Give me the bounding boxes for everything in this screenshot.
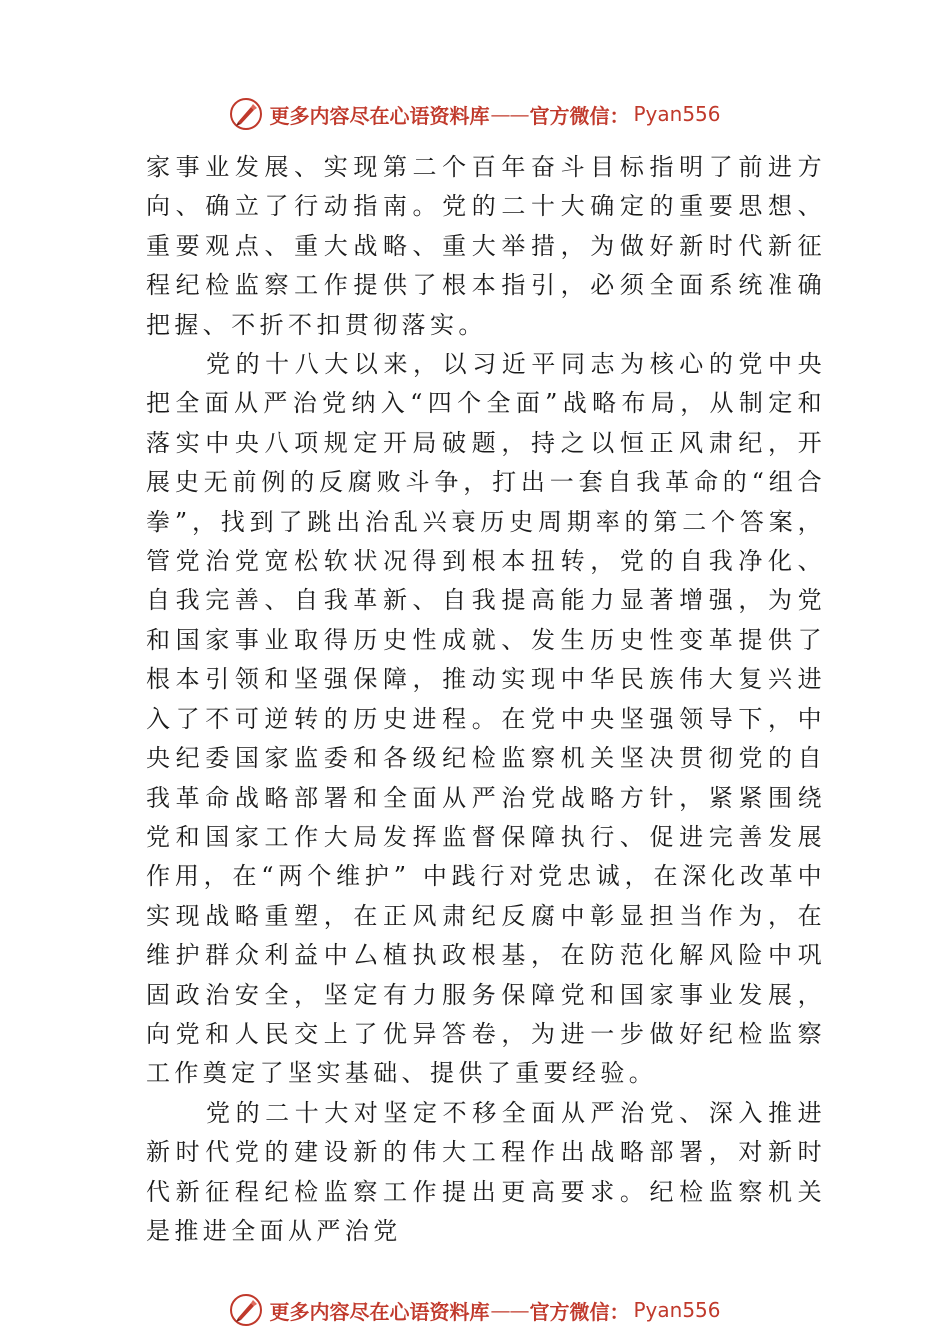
watermark-dash: —— <box>490 102 529 126</box>
pen-logo-icon <box>229 1293 263 1327</box>
paragraph-continued: 家事业发展、实现第二个百年奋斗目标指明了前进方向、确立了行动指南。党的二十大确定的重要思想、重要观点、重大战略、重大举措，为做好新时代新征程纪检监察工作提供了根本指引，必须全面系统准确把握、不折不扣贯彻落实。 <box>146 153 826 339</box>
footer-watermark <box>0 1288 950 1332</box>
header-watermark <box>0 92 950 136</box>
watermark-handle: Pyan556 <box>633 1298 721 1322</box>
watermark-title: 更多内容尽在心语资料库 <box>269 1299 490 1324</box>
document-body <box>146 148 826 1251</box>
paragraph: 党的十八大以来，以习近平同志为核心的党中央把全面从严治党纳入“四个全面”战略布局，从制定和落实中央八项规定开局破题，持之以恒正风肃纪，开展史无前例的反腐败斗争，打出一套自我革命的“组合拳”，找到了跳出治乱兴衰历史周期率的第二个答案，管党治党宽松软状况得到根本扭转，党的自我净化、自我完善、自我革新、自我提高能力显著增强，为党和国家事业取得历史性成就、发生历史性变革提供了根本引领和坚强保障，推动实现中华民族伟大复兴进入了不可逆转的历史进程。在党中央坚强领导下，中央纪委国家监委和各级纪检监察机关坚决贯彻党的自我革命战略部署和全面从严治党战略方针，紧紧围绕党和国家工作大局发挥监督保障执行、促进完善发展作用，在“两个维护” 中践行对党忠诚，在深化改革中实现战略重塑，在正风肃纪反腐中彰显担当作为，在维护群众利益中厶植执政根基，在防范化解风险中巩固政治安全，坚定有力服务保障党和国家事业发展，向党和人民交上了优异答卷，为进一步做好纪检监察工作奠定了坚实基础、提供了重要经验。 <box>146 350 826 1088</box>
watermark-label: 官方微信： <box>529 103 630 128</box>
watermark-dash: —— <box>490 1298 529 1322</box>
watermark-label: 官方微信： <box>529 1299 630 1324</box>
watermark-title: 更多内容尽在心语资料库 <box>269 103 490 128</box>
pen-logo-icon <box>229 97 263 131</box>
paragraph: 党的二十大对坚定不移全面从严治党、深入推进新时代党的建设新的伟大工程作出战略部署，对新时代新征程纪检监察工作提出更高要求。纪检监察机关是推进全面从严治党 <box>146 1098 826 1245</box>
watermark-handle: Pyan556 <box>633 102 721 126</box>
